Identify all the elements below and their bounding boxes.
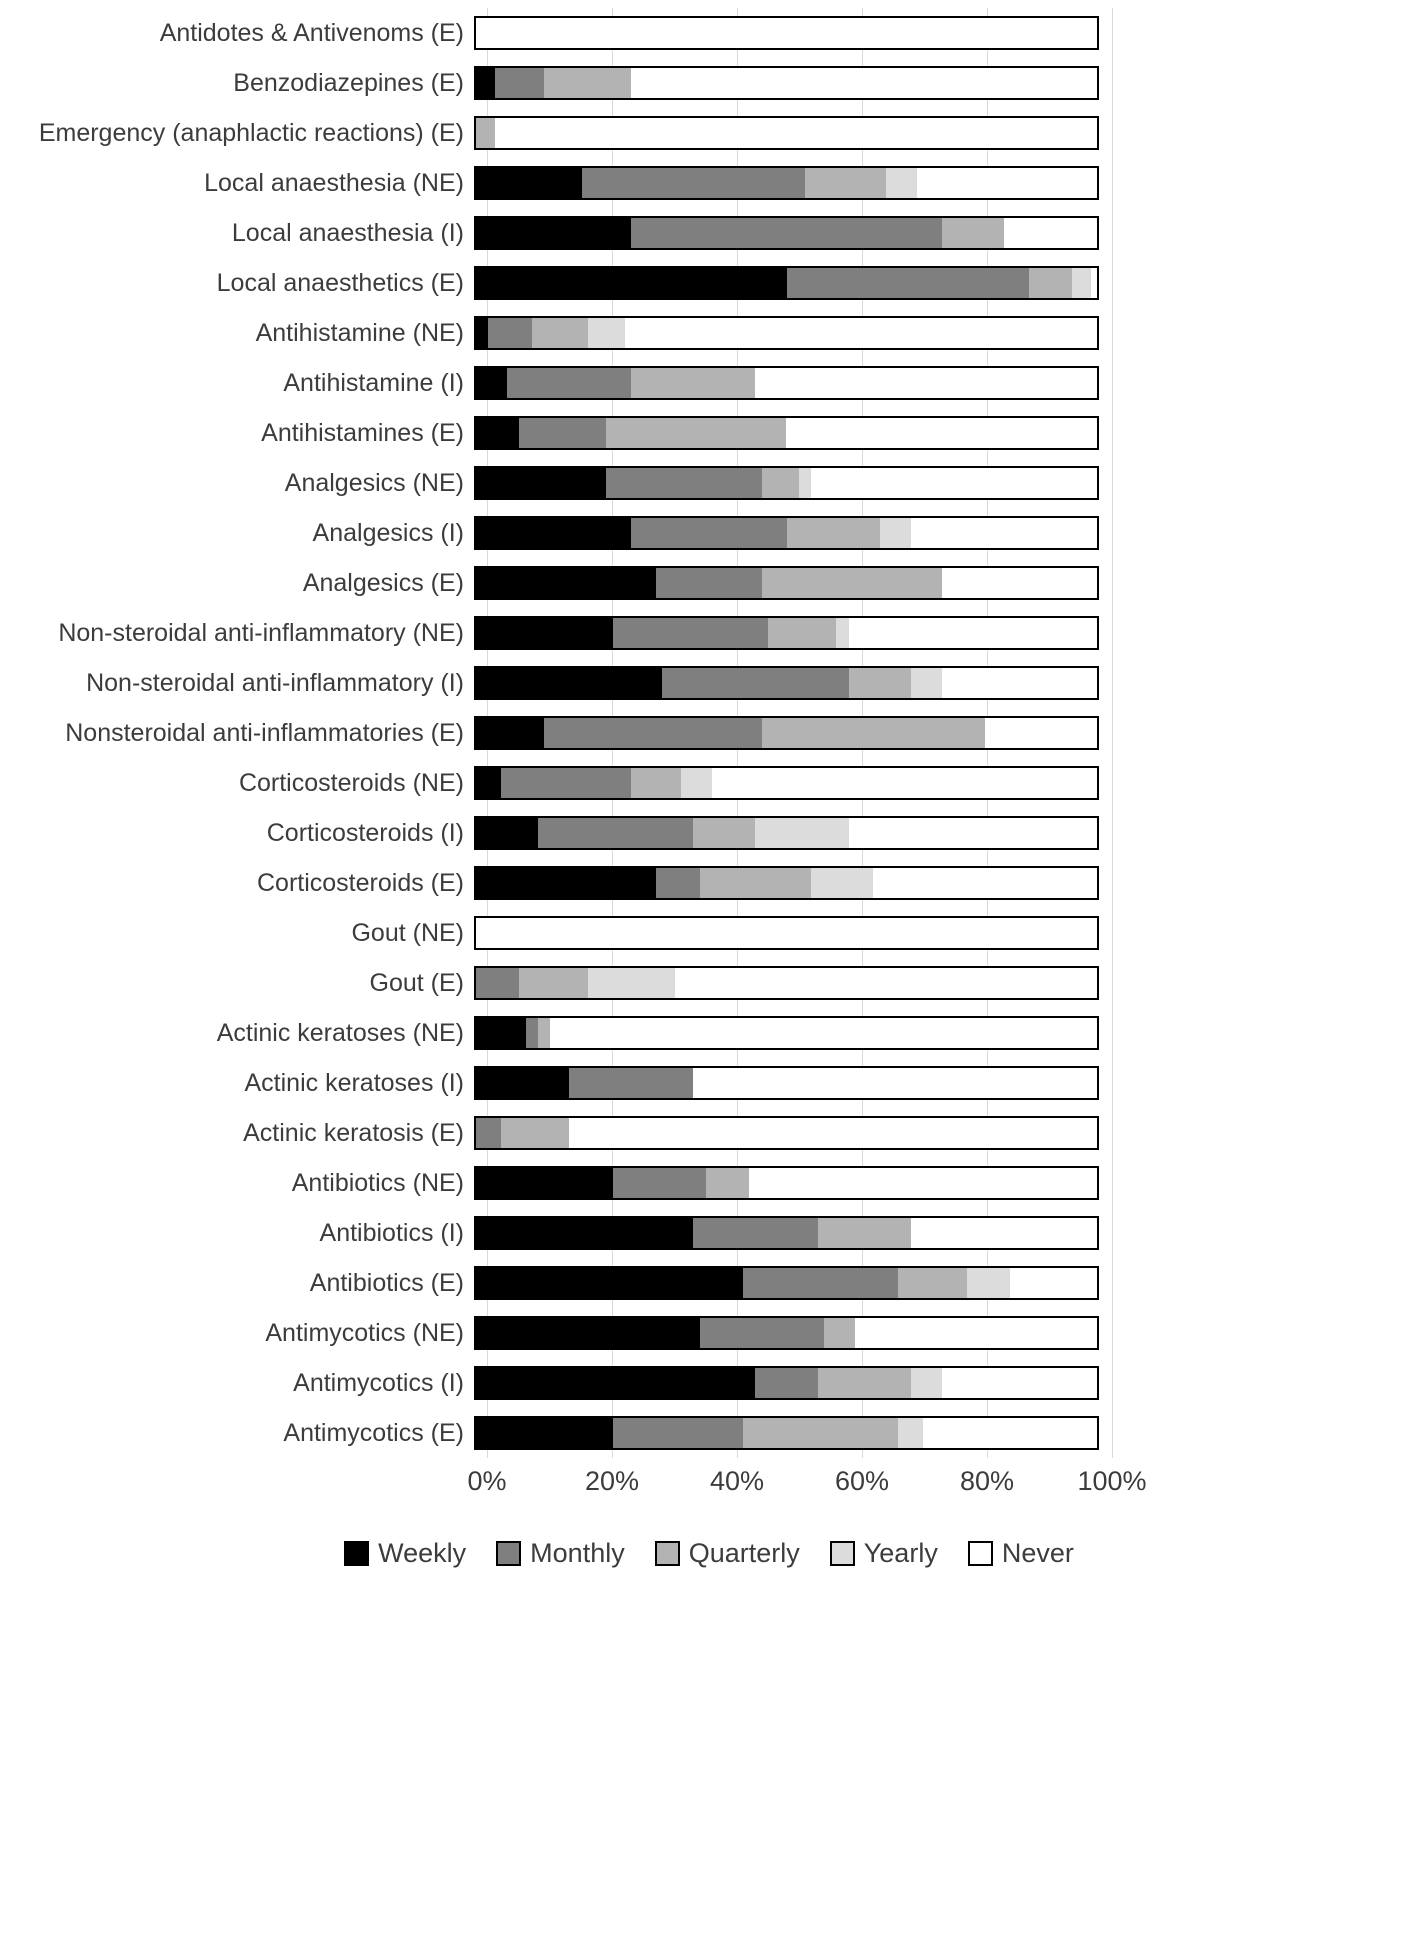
bar-segment-quarterly	[501, 1118, 569, 1148]
stacked-bar	[474, 616, 1099, 650]
bar-wrap	[474, 916, 1099, 950]
bar-segment-quarterly	[706, 1168, 749, 1198]
row-label: Corticosteroids (NE)	[238, 769, 464, 797]
bar-segment-yearly	[967, 1268, 1010, 1298]
bar-segment-quarterly	[544, 68, 631, 98]
chart-row	[0, 1208, 1418, 1258]
bar-segment-weekly	[476, 768, 501, 798]
bar-segment-monthly	[662, 668, 848, 698]
bar-wrap	[474, 366, 1099, 400]
bar-segment-never	[917, 168, 1097, 198]
x-tick-label: 100%	[1077, 1466, 1147, 1496]
bar-segment-yearly	[898, 1418, 923, 1448]
bar-wrap	[474, 66, 1099, 100]
bar-segment-never	[1010, 1268, 1097, 1298]
row-label: Gout (NE)	[351, 919, 464, 947]
row-label: Local anaesthesia (NE)	[204, 169, 464, 197]
bar-segment-monthly	[519, 418, 606, 448]
bar-segment-never	[569, 1118, 1097, 1148]
bar-segment-never	[942, 668, 1097, 698]
bar-segment-weekly	[476, 1168, 613, 1198]
bar-wrap	[474, 716, 1099, 750]
bar-segment-monthly	[755, 1368, 817, 1398]
bar-segment-monthly	[476, 968, 519, 998]
row-label: Analgesics (NE)	[284, 469, 464, 497]
bar-segment-never	[749, 1168, 1097, 1198]
bar-wrap	[474, 116, 1099, 150]
bar-segment-yearly	[811, 868, 873, 898]
bar-segment-yearly	[799, 468, 811, 498]
bar-segment-yearly	[911, 668, 942, 698]
bar-segment-weekly	[476, 418, 519, 448]
bar-segment-never	[911, 518, 1097, 548]
chart-row	[0, 158, 1418, 208]
stacked-bar	[474, 16, 1099, 50]
bar-segment-weekly	[476, 218, 631, 248]
bar-wrap	[474, 1416, 1099, 1450]
chart-row	[0, 1258, 1418, 1308]
row-label: Antibiotics (I)	[319, 1219, 464, 1247]
bar-segment-monthly	[613, 1418, 743, 1448]
bar-segment-quarterly	[1029, 268, 1072, 298]
bar-segment-weekly	[476, 268, 787, 298]
bar-wrap	[474, 466, 1099, 500]
legend-item-quarterly[interactable]	[655, 1538, 800, 1569]
bar-segment-never	[755, 368, 1097, 398]
stacked-bar	[474, 966, 1099, 1000]
bar-wrap	[474, 1266, 1099, 1300]
stacked-bar	[474, 316, 1099, 350]
bar-segment-monthly	[613, 1168, 706, 1198]
stacked-bar	[474, 816, 1099, 850]
bar-segment-quarterly	[606, 418, 786, 448]
stacked-bar	[474, 716, 1099, 750]
stacked-bar	[474, 666, 1099, 700]
bar-segment-yearly	[681, 768, 712, 798]
bar-segment-weekly	[476, 868, 656, 898]
bar-segment-yearly	[588, 968, 675, 998]
bar-segment-quarterly	[824, 1318, 855, 1348]
stacked-bar	[474, 1366, 1099, 1400]
bar-segment-never	[1004, 218, 1097, 248]
bar-wrap	[474, 1216, 1099, 1250]
bar-segment-never	[923, 1418, 1097, 1448]
bar-wrap	[474, 166, 1099, 200]
bar-segment-quarterly	[805, 168, 886, 198]
bar-segment-monthly	[488, 318, 531, 348]
row-label: Antibiotics (E)	[309, 1269, 464, 1297]
bar-segment-never	[1091, 268, 1097, 298]
row-label: Nonsteroidal anti-inflammatories (E)	[65, 719, 464, 747]
bar-segment-monthly	[582, 168, 806, 198]
bar-wrap	[474, 766, 1099, 800]
bar-segment-weekly	[476, 368, 507, 398]
bar-wrap	[474, 866, 1099, 900]
bar-segment-weekly	[476, 1068, 569, 1098]
bar-segment-weekly	[476, 668, 662, 698]
row-label: Gout (E)	[369, 969, 464, 997]
stacked-bar	[474, 516, 1099, 550]
chart-row	[0, 708, 1418, 758]
row-label: Actinic keratoses (NE)	[216, 1019, 464, 1047]
row-label: Corticosteroids (E)	[257, 869, 464, 897]
bar-segment-quarterly	[631, 368, 755, 398]
stacked-bar	[474, 1166, 1099, 1200]
bar-wrap	[474, 316, 1099, 350]
stacked-bar	[474, 416, 1099, 450]
stacked-bar	[474, 1216, 1099, 1250]
chart-row	[0, 558, 1418, 608]
chart-rows	[0, 8, 1418, 1458]
bar-wrap	[474, 416, 1099, 450]
bar-segment-never	[495, 118, 1097, 148]
row-label: Antihistamine (I)	[283, 369, 464, 397]
row-label: Antimycotics (E)	[283, 1419, 464, 1447]
bar-segment-monthly	[693, 1218, 817, 1248]
bar-segment-monthly	[631, 518, 786, 548]
bar-segment-never	[550, 1018, 1096, 1048]
bar-segment-quarterly	[898, 1268, 966, 1298]
row-label: Analgesics (I)	[312, 519, 464, 547]
stacked-bar	[474, 266, 1099, 300]
row-label: Actinic keratosis (E)	[243, 1119, 464, 1147]
bar-segment-monthly	[569, 1068, 693, 1098]
bar-segment-monthly	[656, 568, 762, 598]
chart-row	[0, 8, 1418, 58]
chart-row	[0, 1058, 1418, 1108]
bar-segment-never	[786, 418, 1097, 448]
legend-swatch-icon	[344, 1541, 369, 1566]
bar-segment-weekly	[476, 1318, 700, 1348]
bar-segment-monthly	[526, 1018, 538, 1048]
bar-wrap	[474, 1316, 1099, 1350]
stacked-bar	[474, 116, 1099, 150]
row-label: Analgesics (E)	[302, 569, 464, 597]
bar-segment-monthly	[743, 1268, 898, 1298]
row-label: Corticosteroids (I)	[266, 819, 464, 847]
x-axis	[467, 1466, 1147, 1506]
bar-segment-never	[855, 1318, 1097, 1348]
legend-label: Monthly	[530, 1538, 625, 1568]
bar-segment-monthly	[544, 718, 761, 748]
chart-row	[0, 408, 1418, 458]
stacked-bar	[474, 216, 1099, 250]
chart-row	[0, 1308, 1418, 1358]
chart-row	[0, 908, 1418, 958]
row-label: Non-steroidal anti-inflammatory (NE)	[58, 619, 464, 647]
stacked-bar	[474, 1116, 1099, 1150]
bar-wrap	[474, 816, 1099, 850]
chart-row	[0, 1158, 1418, 1208]
bar-segment-quarterly	[538, 1018, 550, 1048]
bar-segment-quarterly	[762, 568, 942, 598]
bar-segment-weekly	[476, 318, 488, 348]
bar-segment-never	[631, 68, 1097, 98]
bar-segment-monthly	[538, 818, 693, 848]
bar-segment-yearly	[755, 818, 848, 848]
bar-segment-quarterly	[818, 1368, 911, 1398]
chart-row	[0, 1008, 1418, 1058]
bar-segment-never	[942, 568, 1097, 598]
bar-segment-monthly	[656, 868, 699, 898]
row-label: Antimycotics (NE)	[265, 1319, 464, 1347]
stacked-bar	[474, 66, 1099, 100]
bar-segment-never	[942, 1368, 1097, 1398]
chart-row	[0, 258, 1418, 308]
bar-segment-yearly	[588, 318, 625, 348]
legend-label: Never	[1001, 1538, 1074, 1568]
legend-swatch-icon	[830, 1541, 855, 1566]
row-label: Benzodiazepines (E)	[233, 69, 464, 97]
bar-segment-monthly	[631, 218, 942, 248]
chart-row	[0, 958, 1418, 1008]
bar-segment-quarterly	[762, 718, 986, 748]
bar-segment-weekly	[476, 1418, 613, 1448]
bar-wrap	[474, 216, 1099, 250]
bar-segment-quarterly	[762, 468, 799, 498]
bar-segment-never	[911, 1218, 1097, 1248]
stacked-bar	[474, 1416, 1099, 1450]
row-label: Antidotes & Antivenoms (E)	[159, 19, 464, 47]
bar-segment-never	[675, 968, 1097, 998]
bar-segment-yearly	[880, 518, 911, 548]
chart-row	[0, 658, 1418, 708]
row-label: Local anaesthesia (I)	[231, 219, 464, 247]
bar-segment-weekly	[476, 518, 631, 548]
chart-row	[0, 758, 1418, 808]
bar-segment-quarterly	[768, 618, 836, 648]
legend-item-weekly[interactable]	[344, 1538, 466, 1569]
legend-item-monthly[interactable]	[496, 1538, 625, 1569]
bar-segment-yearly	[836, 618, 848, 648]
x-tick-label: 80%	[959, 1466, 1015, 1496]
bar-wrap	[474, 1116, 1099, 1150]
bar-segment-weekly	[476, 1218, 693, 1248]
bar-segment-never	[873, 868, 1097, 898]
bar-segment-never	[849, 818, 1097, 848]
bar-segment-quarterly	[476, 118, 495, 148]
bar-wrap	[474, 1016, 1099, 1050]
x-tick-label: 40%	[709, 1466, 765, 1496]
legend-label: Quarterly	[688, 1538, 800, 1568]
bar-segment-quarterly	[818, 1218, 911, 1248]
chart-row	[0, 358, 1418, 408]
bar-segment-monthly	[606, 468, 761, 498]
bar-wrap	[474, 266, 1099, 300]
bar-wrap	[474, 616, 1099, 650]
chart-row	[0, 608, 1418, 658]
bar-segment-weekly	[476, 618, 613, 648]
bar-segment-monthly	[501, 768, 631, 798]
row-label: Local anaesthetics (E)	[216, 269, 464, 297]
bar-wrap	[474, 1366, 1099, 1400]
bar-segment-monthly	[507, 368, 631, 398]
bar-segment-weekly	[476, 1268, 743, 1298]
stacked-bar	[474, 1316, 1099, 1350]
row-label: Antihistamine (NE)	[255, 319, 464, 347]
bar-segment-yearly	[1072, 268, 1091, 298]
stacked-bar	[474, 866, 1099, 900]
row-label: Non-steroidal anti-inflammatory (I)	[86, 669, 464, 697]
legend-item-never[interactable]	[968, 1538, 1074, 1569]
bar-wrap	[474, 666, 1099, 700]
bar-segment-weekly	[476, 718, 544, 748]
bar-segment-quarterly	[700, 868, 812, 898]
bar-segment-weekly	[476, 1018, 526, 1048]
stacked-bar	[474, 1266, 1099, 1300]
x-tick-label: 0%	[467, 1466, 507, 1496]
legend-item-yearly[interactable]	[830, 1538, 938, 1569]
bar-segment-quarterly	[849, 668, 911, 698]
row-label: Antibiotics (NE)	[291, 1169, 464, 1197]
bar-segment-never	[849, 618, 1097, 648]
x-tick-label: 60%	[834, 1466, 890, 1496]
bar-segment-monthly	[613, 618, 768, 648]
legend-swatch-icon	[655, 1541, 680, 1566]
row-label: Emergency (anaphlactic reactions) (E)	[38, 119, 464, 147]
chart-row	[0, 858, 1418, 908]
chart-row	[0, 308, 1418, 358]
x-tick-label: 20%	[584, 1466, 640, 1496]
bar-segment-quarterly	[743, 1418, 898, 1448]
bar-segment-quarterly	[532, 318, 588, 348]
bar-segment-quarterly	[631, 768, 681, 798]
bar-wrap	[474, 1066, 1099, 1100]
bar-segment-weekly	[476, 168, 582, 198]
bar-segment-weekly	[476, 1368, 755, 1398]
stacked-bar	[474, 466, 1099, 500]
bar-wrap	[474, 566, 1099, 600]
stacked-bar	[474, 766, 1099, 800]
bar-segment-quarterly	[787, 518, 880, 548]
bar-segment-monthly	[700, 1318, 824, 1348]
bar-segment-yearly	[911, 1368, 942, 1398]
bar-wrap	[474, 966, 1099, 1000]
legend-swatch-icon	[968, 1541, 993, 1566]
chart-row	[0, 1108, 1418, 1158]
chart-row	[0, 1408, 1418, 1458]
stacked-bar	[474, 916, 1099, 950]
bar-segment-never	[712, 768, 1097, 798]
chart-legend	[0, 1538, 1418, 1569]
bar-wrap	[474, 16, 1099, 50]
bar-segment-never	[476, 18, 1097, 48]
legend-label: Yearly	[863, 1538, 938, 1568]
chart-row	[0, 108, 1418, 158]
bar-segment-weekly	[476, 68, 495, 98]
legend-label: Weekly	[378, 1538, 467, 1568]
bar-wrap	[474, 516, 1099, 550]
bar-segment-never	[985, 718, 1097, 748]
bar-segment-monthly	[476, 1118, 501, 1148]
bar-segment-never	[625, 318, 1097, 348]
row-label: Antihistamines (E)	[261, 419, 464, 447]
bar-segment-quarterly	[519, 968, 587, 998]
stacked-bar	[474, 166, 1099, 200]
chart-row	[0, 458, 1418, 508]
stacked-bar	[474, 566, 1099, 600]
bar-segment-quarterly	[693, 818, 755, 848]
bar-segment-never	[811, 468, 1097, 498]
bar-segment-monthly	[495, 68, 545, 98]
bar-segment-never	[476, 918, 1097, 948]
row-label: Actinic keratoses (I)	[244, 1069, 464, 1097]
stacked-bar	[474, 1016, 1099, 1050]
chart-row	[0, 508, 1418, 558]
stacked-bar	[474, 1066, 1099, 1100]
chart-row	[0, 58, 1418, 108]
chart-row	[0, 208, 1418, 258]
bar-segment-quarterly	[942, 218, 1004, 248]
bar-segment-yearly	[886, 168, 917, 198]
row-label: Antimycotics (I)	[293, 1369, 464, 1397]
bar-segment-never	[693, 1068, 1097, 1098]
bar-segment-monthly	[787, 268, 1029, 298]
stacked-bar	[474, 366, 1099, 400]
bar-segment-weekly	[476, 468, 606, 498]
chart-row	[0, 808, 1418, 858]
bar-segment-weekly	[476, 568, 656, 598]
bar-segment-weekly	[476, 818, 538, 848]
chart-row	[0, 1358, 1418, 1408]
legend-swatch-icon	[496, 1541, 521, 1566]
bar-wrap	[474, 1166, 1099, 1200]
